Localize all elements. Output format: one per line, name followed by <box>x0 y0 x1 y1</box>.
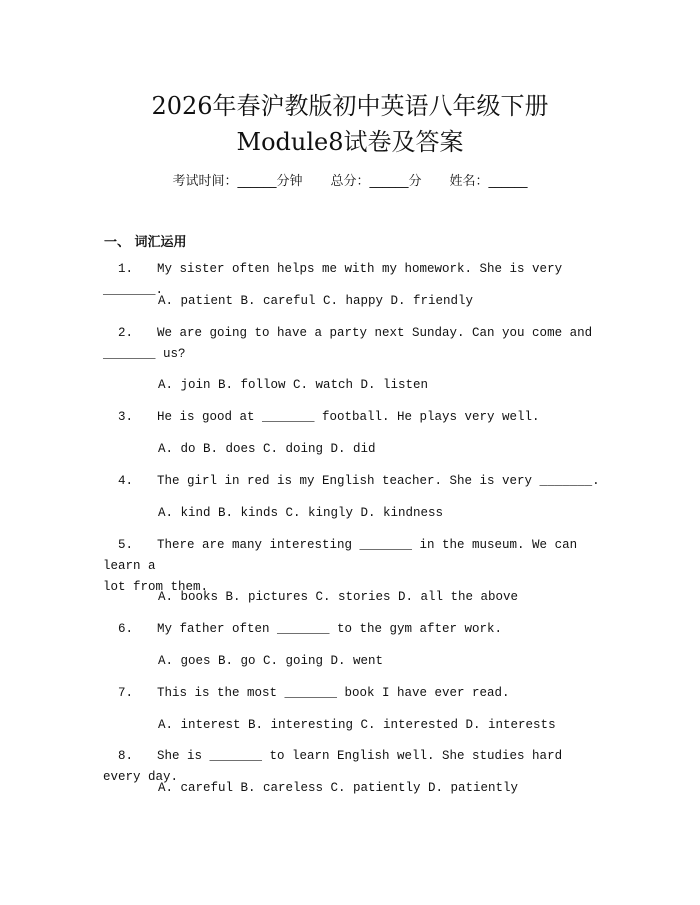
question-text: She is _______ to learn English well. She studies hard every day. <box>103 749 563 784</box>
question-3-options: A. do B. does C. doing D. did <box>158 442 376 456</box>
question-number: 1. <box>117 262 133 276</box>
question-7 <box>103 683 603 704</box>
question-2-options: A. join B. follow C. watch D. listen <box>158 378 429 392</box>
page-title-line2: Module8试卷及答案 <box>236 128 464 156</box>
question-number: 5. <box>117 538 133 552</box>
question-text: The girl in red is my English teacher. She is very _______. <box>157 474 600 488</box>
page-title-line1: 2026年春沪教版初中英语八年级下册 <box>151 92 549 120</box>
question-text: This is the most _______ book I have ever read. <box>157 686 510 700</box>
question-number: 4. <box>117 474 133 488</box>
exam-time: 考试时间：______分钟 <box>172 174 303 189</box>
question-text: My sister often helps me with my homework. She is very _______. <box>103 262 563 297</box>
question-6-options: A. goes B. go C. going D. went <box>158 654 384 668</box>
question-7-options: A. interest B. interesting C. interested D. interests <box>158 718 556 732</box>
question-number: 3. <box>117 410 133 424</box>
exam-meta <box>0 170 700 189</box>
question-text: There are many interesting _______ in the museum. We can learn a <box>103 538 578 573</box>
question-4-options: A. kind B. kinds C. kingly D. kindness <box>158 506 444 520</box>
question-number: 2. <box>117 326 133 340</box>
question-text: We are going to have a party next Sunday. Can you come and <box>157 326 593 340</box>
question-2 <box>103 323 603 365</box>
question-text-continued: _______ us? <box>103 347 186 361</box>
question-number: 8. <box>117 749 133 763</box>
question-4 <box>103 471 603 492</box>
question-5-options: A. books B. pictures C. stories D. all the above <box>158 590 519 604</box>
question-text: He is good at _______ football. He plays very well. <box>157 410 540 424</box>
question-number: 6. <box>117 622 133 636</box>
section-heading: 一、 词汇运用 <box>104 235 187 250</box>
question-text-continued: lot from them. <box>103 580 209 594</box>
exam-total-score: 总分：______分 <box>330 174 422 189</box>
question-8-options: A. careful B. careless C. patiently D. patiently <box>158 781 519 795</box>
student-name: 姓名：______ <box>449 174 528 189</box>
question-text: My father often _______ to the gym after work. <box>157 622 503 636</box>
question-5 <box>103 535 603 598</box>
question-number: 7. <box>117 686 133 700</box>
question-3 <box>103 407 603 428</box>
question-6 <box>103 619 603 640</box>
question-1-options: A. patient B. careful C. happy D. friendly <box>158 294 474 308</box>
